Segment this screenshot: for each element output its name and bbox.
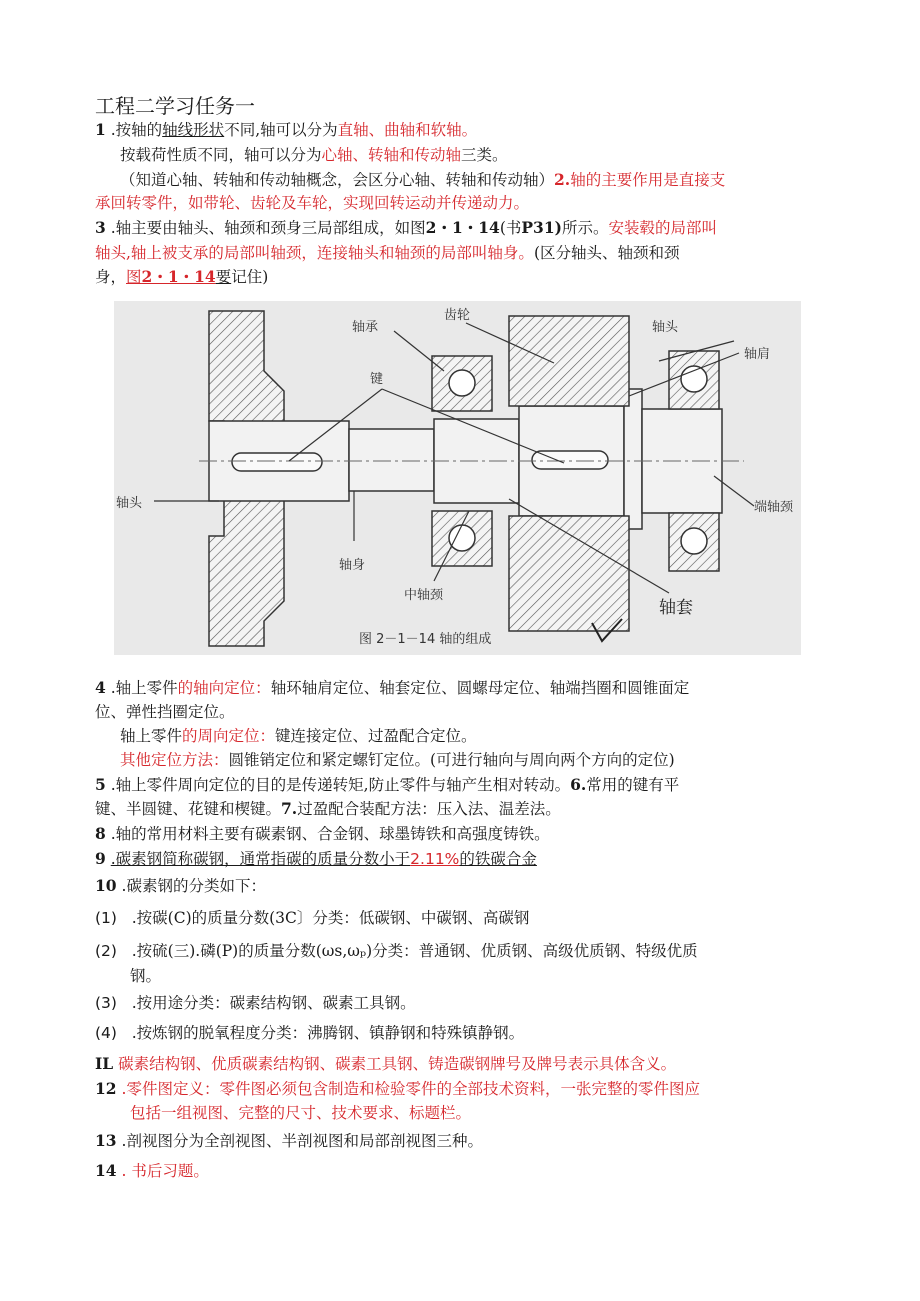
text: .碳素钢的分类如下：: [121, 877, 266, 895]
item-14: [95, 1160, 209, 1182]
page-title: 工程二学习任务一: [95, 94, 255, 118]
item-1-line-2: [120, 144, 508, 166]
text: 常用的键有平: [586, 776, 680, 794]
sub-item-number: (4): [95, 1024, 117, 1042]
label-sleeve: 轴套: [659, 598, 693, 618]
item-4-line-1: [95, 677, 689, 699]
item-number: IL: [95, 1054, 114, 1073]
red-text: 直轴、曲轴和软轴。: [337, 121, 478, 139]
red-text: . 书后习题。: [121, 1162, 209, 1180]
red-text: 的轴向定位：: [177, 679, 271, 697]
figure-caption: 图 2－1－14 轴的组成: [359, 632, 492, 647]
label-key: 键: [370, 372, 384, 387]
sub-item-3: [95, 992, 416, 1014]
item-1-line-3: [120, 169, 725, 191]
underlined-text: 轴线形状: [162, 121, 225, 139]
item-4-line-2: 位、弹性挡圈定位。: [95, 703, 235, 721]
text: 键连接定位、过盈配合定位。: [275, 727, 477, 745]
text: 键、半圆键、花键和楔键。: [95, 800, 282, 818]
red-text: 图: [126, 268, 142, 286]
text: 三类。: [461, 146, 508, 164]
shaft-diagram: [114, 301, 801, 655]
bearing-ball: [681, 366, 707, 392]
sub-item-1: [95, 907, 529, 929]
item-number: 14: [95, 1161, 117, 1180]
text: 过盈配合装配方法：压入法、温差法。: [297, 800, 561, 818]
item-12-line-2: 包括一组视图、完整的尺寸、技术要求、标题栏。: [130, 1104, 472, 1122]
red-text: 的周向定位：: [182, 727, 276, 745]
item-number: 12: [95, 1079, 117, 1098]
item-11: [95, 1053, 676, 1075]
underlined-text: 要: [215, 268, 232, 286]
item-10: [95, 875, 266, 897]
bearing-ball: [681, 528, 707, 554]
item-12: [95, 1078, 700, 1100]
label-shaft-head-top: 轴头: [652, 320, 679, 335]
red-text: 轴头,轴上被支承的局部叫轴颈，连接轴头和轴颈的局部叫轴身。: [95, 244, 534, 262]
item-3-line-2: [95, 242, 680, 264]
label-end-journal: 端轴颈: [754, 500, 794, 515]
text: 按载荷性质不同，轴可以分为: [120, 146, 322, 164]
item-4-line-4: [120, 749, 675, 771]
item-number: 10: [95, 876, 117, 895]
item-2-line-2: 承回转零件，如带轮、齿轮及车轮，实现回转运动并传递动力。: [95, 194, 530, 212]
text: 所示。: [561, 219, 609, 237]
sub-item-2: [95, 940, 698, 962]
sub-item-number: (1): [95, 909, 117, 927]
text: .轴上零件周向定位的目的是传递转矩,防止零件与轴产生相对转动。: [110, 776, 571, 794]
red-text: 碳素结构钢、优质碳素结构钢、碳素工具钢、铸造碳钢牌号及牌号表示具体含义。: [118, 1055, 677, 1073]
item-number: 4: [95, 678, 106, 697]
text: （知道心轴、转轴和传动轴概念，会区分心轴、转轴和传动轴）: [120, 171, 555, 189]
label-shaft-head-left: 轴头: [116, 496, 143, 511]
label-gear: 齿轮: [444, 308, 471, 323]
text: .轴的常用材料主要有碳素钢、合金钢、球墨铸铁和高强度铸铁。: [110, 825, 550, 843]
text: (区分轴头、轴颈和颈: [533, 244, 680, 262]
item-3-line-1: [95, 217, 717, 239]
text: .按轴的: [110, 121, 163, 139]
gear-top: [509, 316, 629, 406]
text: 轴环轴肩定位、轴套定位、圆螺母定位、轴端挡圈和圆锥面定: [270, 679, 690, 697]
label-bearing: 轴承: [352, 320, 379, 335]
text: .轴上零件: [110, 679, 178, 697]
red-text: 心轴、转轴和传动轴: [321, 146, 462, 164]
gear-bottom: [509, 516, 629, 631]
sub-item-number: (2): [95, 942, 117, 960]
key-right: [532, 451, 608, 469]
label-shaft-body: 轴身: [339, 558, 366, 573]
underlined-text: 的铁碳合金: [459, 850, 537, 868]
sub-item-2-line-2: 钢。: [130, 967, 162, 985]
text: 记住): [231, 268, 269, 286]
sub-item-number: (3): [95, 994, 117, 1012]
red-text: 安装毂的局部叫: [608, 219, 717, 237]
red-text: .零件图定义：零件图必须包含制造和检验零件的全部技术资料，一张完整的零件图应: [121, 1080, 700, 1098]
label-middle-journal: 中轴颈: [404, 588, 444, 603]
text: 轴上零件: [120, 727, 183, 745]
item-3-line-3: [95, 266, 268, 288]
item-5-line-2: [95, 798, 561, 820]
key-left: [232, 453, 322, 471]
text: .剖视图分为全剖视图、半剖视图和局部剖视图三种。: [121, 1132, 483, 1150]
item-13: [95, 1130, 483, 1152]
shaft-composition-figure: [114, 301, 801, 655]
item-number: 7.: [281, 799, 298, 818]
text: (书: [499, 219, 522, 237]
item-number: 13: [95, 1131, 117, 1150]
bearing-ball: [449, 370, 475, 396]
text: .轴主要由轴头、轴颈和颈身三局部组成，如图: [110, 219, 426, 237]
item-number: 6.: [570, 775, 587, 794]
shaft-body-segment: [349, 429, 434, 491]
item-number: 2.: [554, 170, 571, 189]
text: .按炼钢的脱氧程度分类：沸腾钢、镇静钢和特殊镇静钢。: [131, 1024, 525, 1042]
text: .按碳(C)的质量分数(3C〕分类：低碳钢、中碳钢、高碳钢: [131, 909, 530, 927]
item-number: 5: [95, 775, 106, 794]
item-9: [95, 848, 537, 870]
page-ref: P31): [521, 218, 562, 237]
label-shoulder: 轴肩: [744, 347, 771, 362]
item-number: 1: [95, 120, 106, 139]
text: 圆锥销定位和紧定螺钉定位。(可进行轴向与周向两个方向的定位): [228, 751, 675, 769]
item-8: [95, 823, 550, 845]
sub-item-4: [95, 1022, 524, 1044]
item-5-line-1: [95, 774, 679, 796]
figure-ref: 2・1・14: [425, 218, 500, 237]
item-4-line-3: [120, 725, 477, 747]
red-text: 2.11%: [410, 850, 460, 868]
item-number: 8: [95, 824, 106, 843]
text: .按硫(三).磷(P)的质量分数(ωs,ωₚ)分类：普通钢、优质钢、高级优质钢、特级优质: [131, 942, 698, 960]
shoulder-segment: [624, 389, 642, 529]
figure-ref: 2・1・14: [141, 267, 216, 286]
underlined-text: .碳素钢简称碳钢，通常指碳的质量分数小于: [110, 850, 411, 868]
text: .按用途分类：碳素结构钢、碳素工具钢。: [131, 994, 416, 1012]
text: 身，: [95, 268, 127, 286]
bearing-ball: [449, 525, 475, 551]
red-text: 轴的主要作用是直接支: [570, 171, 726, 189]
red-text: 其他定位方法：: [120, 751, 229, 769]
item-number: 3: [95, 218, 106, 237]
item-1-line-1: [95, 119, 477, 141]
item-number: 9: [95, 849, 106, 868]
text: 不同,轴可以分为: [224, 121, 338, 139]
